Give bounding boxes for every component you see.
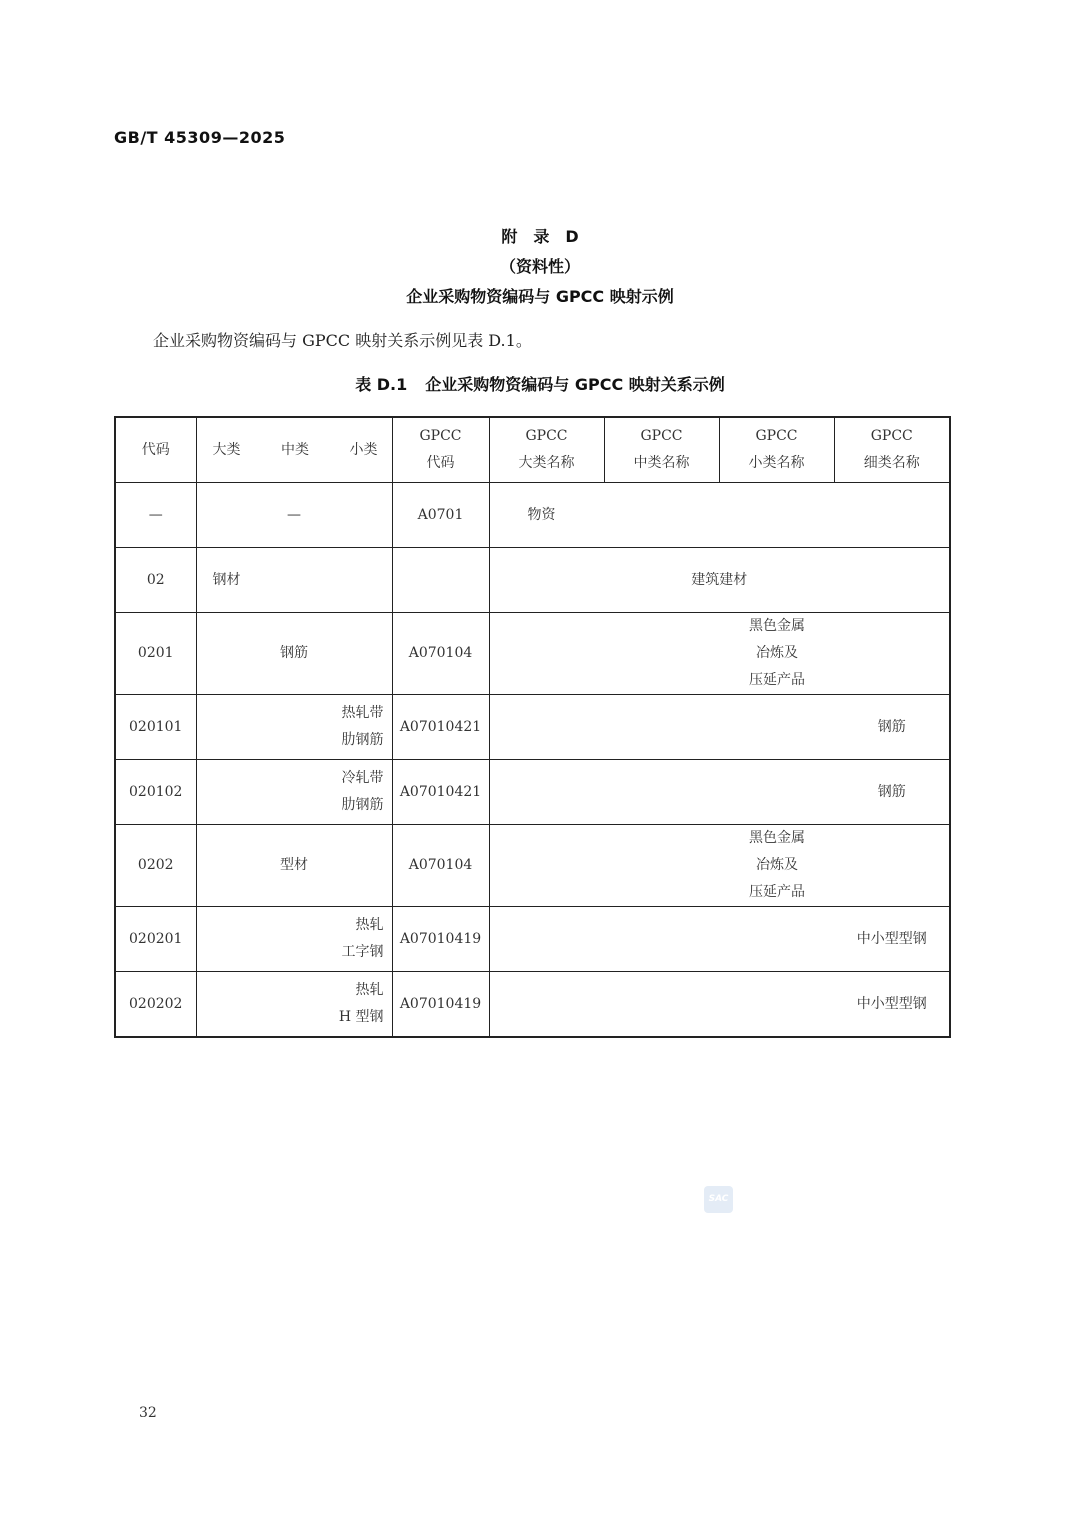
table-row <box>115 760 950 825</box>
cell-gpcc-names <box>489 907 950 972</box>
cell-category-line2: 肋钢筋 <box>341 732 384 748</box>
cell-gpcc-code: A07010419 <box>392 907 489 972</box>
cell-gpcc-code: A070104 <box>392 613 489 695</box>
header-code: 代码 <box>115 417 196 483</box>
appendix-heading: 企业采购物资编码与 GPCC 映射示例 <box>406 287 674 306</box>
cell-gpcc-minor-line1: 黑色金属 <box>749 830 805 846</box>
cell-code: 020202 <box>115 972 196 1038</box>
table-caption-title: 企业采购物资编码与 GPCC 映射关系示例 <box>425 375 725 394</box>
cell-code: 020201 <box>115 907 196 972</box>
cell-gpcc-detail: 中小型型钢 <box>856 930 927 947</box>
sac-watermark-logo: SAC <box>704 1186 733 1213</box>
header-gpcc-major-line2: 大类名称 <box>518 455 575 471</box>
table-row <box>115 907 950 972</box>
cell-code: 0202 <box>115 825 196 907</box>
table-row <box>115 483 950 548</box>
header-gpcc-middle <box>604 417 719 483</box>
page-number: 32 <box>139 1405 157 1421</box>
header-gpcc-major <box>489 417 604 483</box>
cell-category: 型材 <box>196 825 392 907</box>
table-caption <box>0 372 1080 395</box>
table-row <box>115 825 950 907</box>
header-gpcc-major-line1: GPCC <box>525 428 568 444</box>
cell-gpcc-code: A07010421 <box>392 695 489 760</box>
cell-gpcc-names <box>489 825 950 907</box>
header-middle: 中类 <box>281 441 309 458</box>
cell-code: 02 <box>115 548 196 613</box>
cell-code: — <box>115 483 196 548</box>
header-gpcc-detail <box>834 417 950 483</box>
table-row <box>115 972 950 1038</box>
cell-gpcc-names <box>489 548 950 613</box>
cell-category: 钢筋 <box>196 613 392 695</box>
cell-category <box>196 907 392 972</box>
header-gpcc-detail-line1: GPCC <box>870 428 913 444</box>
cell-gpcc-middle: 建筑建材 <box>691 571 748 588</box>
standard-code: GB/T 45309—2025 <box>114 128 286 147</box>
cell-code: 020102 <box>115 760 196 825</box>
cell-category <box>196 695 392 760</box>
cell-category-line2: H 型钢 <box>338 1009 384 1025</box>
header-category <box>196 417 392 483</box>
header-gpcc-middle-line1: GPCC <box>640 428 683 444</box>
appendix-nature: （资料性） <box>499 257 580 276</box>
header-gpcc-middle-line2: 中类名称 <box>633 455 690 471</box>
table-row <box>115 548 950 613</box>
cell-gpcc-code: A070104 <box>392 825 489 907</box>
cell-category-line1: 热轧 <box>355 917 384 933</box>
cell-code: 0201 <box>115 613 196 695</box>
cell-gpcc-code: A07010421 <box>392 760 489 825</box>
cell-category-line2: 工字钢 <box>341 944 384 960</box>
cell-category-line1: 热轧 <box>355 982 384 998</box>
header-minor: 小类 <box>349 441 378 458</box>
intro-paragraph: 企业采购物资编码与 GPCC 映射关系示例见表 D.1。 <box>153 331 532 350</box>
cell-category: — <box>196 483 392 548</box>
header-gpcc-minor-line1: GPCC <box>755 428 798 444</box>
cell-gpcc-names <box>489 760 950 825</box>
header-gpcc-minor <box>719 417 834 483</box>
cell-code: 020101 <box>115 695 196 760</box>
cell-gpcc-minor-line2: 冶炼及 <box>756 645 798 661</box>
header-major: 大类 <box>212 441 241 458</box>
cell-gpcc-major: 物资 <box>527 506 556 523</box>
cell-gpcc-minor-line2: 冶炼及 <box>756 857 798 873</box>
cell-category-line1: 热轧带 <box>341 705 384 721</box>
cell-gpcc-code: A0701 <box>392 483 489 548</box>
cell-category <box>196 760 392 825</box>
cell-gpcc-minor-line1: 黑色金属 <box>749 618 805 634</box>
table-caption-label: 表 D.1 <box>355 375 408 394</box>
cell-category: 钢材 <box>196 548 392 613</box>
cell-gpcc-names <box>489 695 950 760</box>
mapping-table <box>114 416 951 1038</box>
cell-gpcc-detail: 中小型型钢 <box>856 995 927 1012</box>
header-gpcc-minor-line2: 小类名称 <box>748 455 805 471</box>
cell-gpcc-minor-line3: 压延产品 <box>749 672 805 688</box>
cell-gpcc-minor-line3: 压延产品 <box>749 884 805 900</box>
cell-gpcc-detail: 钢筋 <box>877 783 906 800</box>
cell-gpcc-detail: 钢筋 <box>877 718 906 735</box>
cell-gpcc-names <box>489 613 950 695</box>
cell-gpcc-names <box>489 483 950 548</box>
cell-gpcc-code <box>392 548 489 613</box>
table-header-row <box>115 417 950 483</box>
appendix-title: 附 录 D <box>501 227 579 246</box>
cell-category-line1: 冷轧带 <box>341 770 384 786</box>
header-gpcc-code <box>392 417 489 483</box>
header-gpcc-code-line1: GPCC <box>419 428 462 444</box>
cell-gpcc-code: A07010419 <box>392 972 489 1038</box>
cell-category-line2: 肋钢筋 <box>341 797 384 813</box>
cell-category <box>196 972 392 1038</box>
header-gpcc-detail-line2: 细类名称 <box>863 455 920 471</box>
table-row <box>115 613 950 695</box>
cell-gpcc-names <box>489 972 950 1038</box>
header-gpcc-code-line2: 代码 <box>426 455 455 471</box>
table-row <box>115 695 950 760</box>
